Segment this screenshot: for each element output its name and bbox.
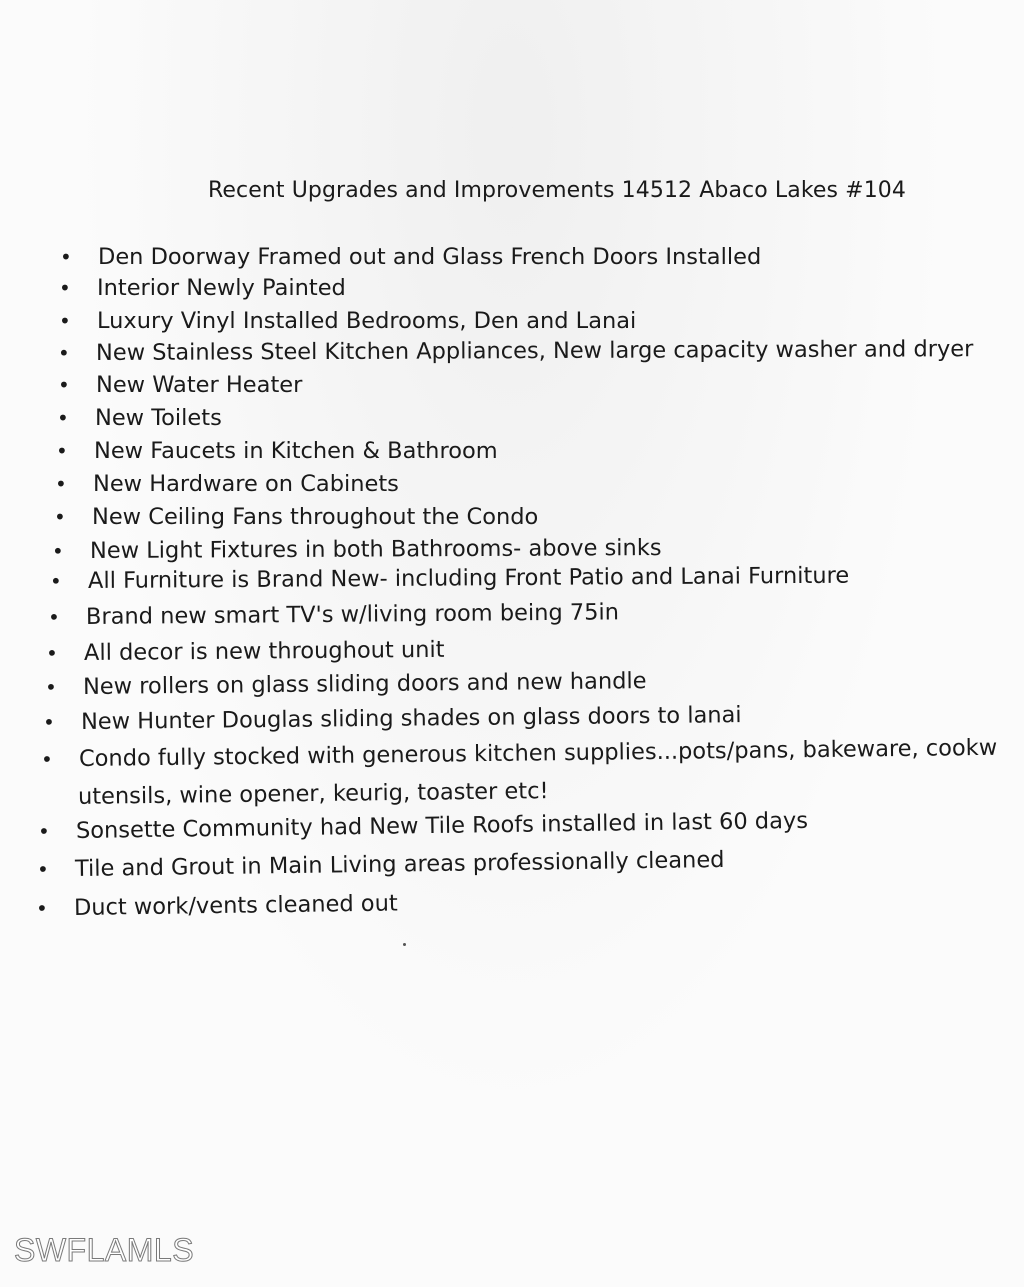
list-item-text: New Water Heater [96,372,303,398]
list-item [36,843,725,886]
list-item-text: Sonsette Community had New Tile Roofs installed in last 60 days [75,807,809,844]
list-item-text: New Hardware on Cabinets [93,471,399,497]
list-item [56,434,498,468]
list-item-text: Duct work/vents cleaned out [73,890,398,921]
bullet-icon: • [47,605,60,630]
bullet-icon: • [37,819,50,844]
list-item-text: Den Doorway Framed out and Glass French Doors Installed [98,244,762,270]
list-item-text: utensils, wine opener, keurig, toaster etc! [77,778,549,810]
bullet-icon: • [58,373,70,397]
list-item [42,698,742,739]
list-item-text: Brand new smart TV's w/living room being 75in [85,599,620,630]
list-item-text: New Hunter Douglas sliding shades on glass doors to lanai [80,702,742,735]
bullet-icon: • [56,439,68,463]
list-item-text: Interior Newly Painted [97,275,346,301]
bullet-icon: • [42,710,55,735]
bullet-icon: • [59,276,71,300]
list-item [55,467,399,501]
list-item-text: Tile and Grout in Main Living areas professionally cleaned [74,846,725,882]
bullet-icon: • [51,539,64,564]
list-item-text: New Ceiling Fans throughout the Condo [92,504,539,530]
bullet-icon: • [45,641,58,666]
list-item-text: Luxury Vinyl Installed Bedrooms, Den and Lanai [97,308,637,334]
list-item-text: Condo fully stocked with generous kitchen supplies...pots/pans, bakeware, cookw [78,734,998,772]
document-title: Recent Upgrades and Improvements 14512 Abaco Lakes #104 [208,178,907,203]
list-item [57,332,974,370]
bullet-icon: • [60,245,72,269]
list-item-text: New rollers on glass sliding doors and new handle [82,668,647,700]
bullet-icon: • [57,341,70,366]
bullet-icon: • [55,472,67,496]
bullet-icon: • [40,747,53,772]
list-item-text: New Faucets in Kitchen & Bathroom [94,438,498,464]
bullet-icon: • [35,896,48,921]
list-item [57,401,222,435]
list-item-text: New Toilets [95,405,222,431]
list-item [35,886,398,925]
list-item [45,633,445,670]
bullet-icon: • [57,406,69,430]
bullet-icon: • [36,857,49,882]
stray-mark [403,943,406,946]
list-item [58,368,303,402]
list-item-text: New Stainless Steel Kitchen Appliances, New large capacity washer and dryer [95,336,974,366]
bullet-icon: • [59,309,71,333]
list-item [44,664,647,704]
mls-watermark: SWFLAMLS [14,1232,195,1268]
list-item-text: All Furniture is Brand New- including Front Patio and Lanai Furniture [87,562,850,594]
list-item [60,240,762,274]
list-item [47,595,620,634]
list-item [49,559,850,598]
list-item-text: All decor is new throughout unit [83,636,445,666]
bullet-icon: • [54,505,66,529]
list-item-text: New Light Fixtures in both Bathrooms- above sinks [89,535,662,564]
list-item [54,500,539,534]
bullet-icon: • [49,569,62,594]
list-item [59,271,346,305]
bullet-icon: • [44,675,57,700]
list-item [59,304,637,338]
